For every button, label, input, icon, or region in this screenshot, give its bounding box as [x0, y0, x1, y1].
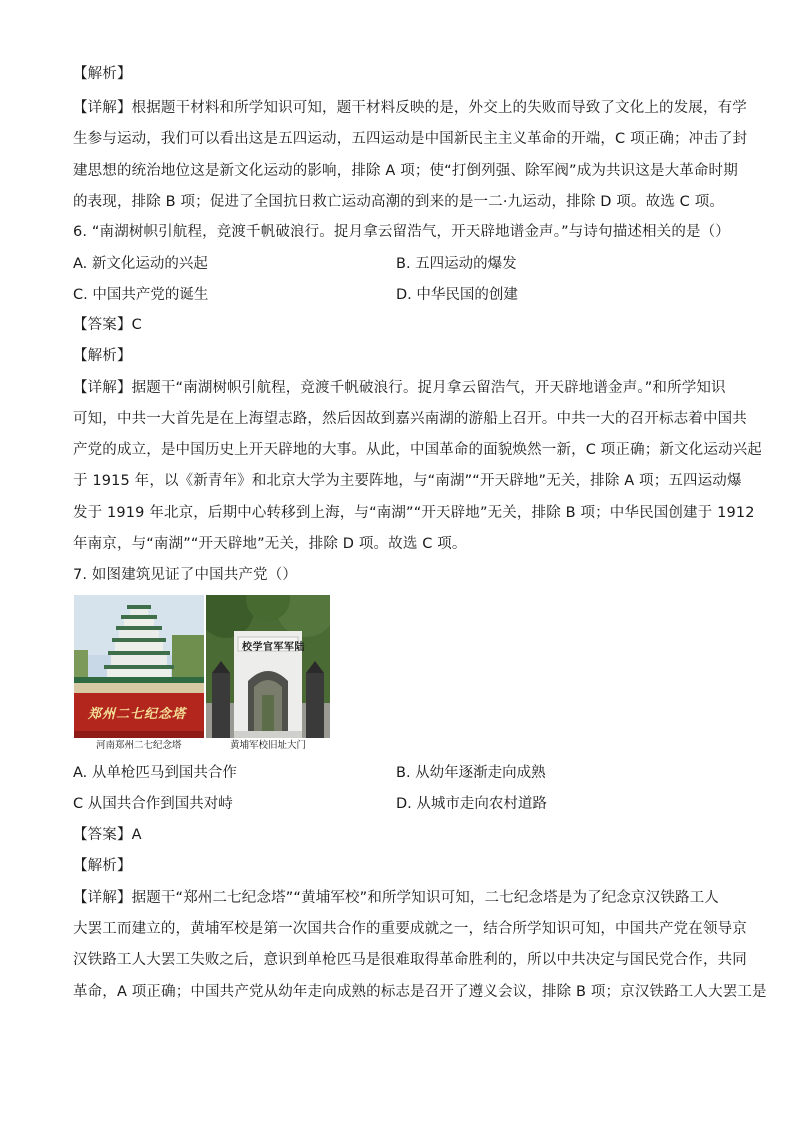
- zhengzhou-tower-photo: [74, 595, 204, 738]
- detail-paragraph-line: 产党的成立，是中国历史上开天辟地的大事。从此，中国革命的面貌焕然一新，C 项正确；新文化运动兴起: [73, 442, 762, 458]
- q7-answer: 【答案】A: [73, 827, 142, 843]
- q7-option-d: D. 从城市走向农村道路: [396, 796, 547, 812]
- q7-option-c: C 从国共合作到国共对峙: [73, 796, 233, 812]
- question-7-stem: 7. 如图建筑见证了中国共产党（）: [73, 567, 297, 583]
- detail-paragraph-line: 【详解】据题干“郑州二七纪念塔”“黄埔军校”和所学知识可知，二七纪念塔是为了纪念京汉铁路工人: [73, 890, 719, 906]
- detail-paragraph-line: 革命，A 项正确；中国共产党从幼年走向成熟的标志是召开了遵义会议，排除 B 项；京汉铁路工人大罢工是: [73, 984, 767, 1000]
- q6-option-a: A. 新文化运动的兴起: [73, 256, 208, 272]
- detail-paragraph-line: 汉铁路工人大罢工失败之后，意识到单枪匹马是很难取得革命胜利的，所以中共决定与国民党合作，共同: [73, 952, 747, 968]
- detail-paragraph-line: 于 1915 年，以《新青年》和北京大学为主要阵地，与“南湖”“开天辟地”无关，排除 A 项；五四运动爆: [73, 473, 742, 489]
- q6-option-b: B. 五四运动的爆发: [396, 256, 517, 272]
- detail-paragraph-line: 的表现，排除 B 项；促进了全国抗日救亡运动高潮的到来的是一二·九运动，排除 D 项。故选 C 项。: [73, 194, 724, 210]
- q7-option-b: B. 从幼年逐渐走向成熟: [396, 765, 546, 781]
- detail-paragraph-line: 发于 1919 年北京，后期中心转移到上海，与“南湖”“开天辟地”无关，排除 B 项；中华民国创建于 1912: [73, 505, 755, 521]
- whampoa-gate-photo: [206, 595, 330, 738]
- left-photo-caption: 河南郑州二七纪念塔: [96, 740, 182, 751]
- detail-paragraph-line: 年南京，与“南湖”“开天辟地”无关，排除 D 项。故选 C 项。: [73, 536, 467, 552]
- q6-option-c: C. 中国共产党的诞生: [73, 287, 209, 303]
- q7-option-a: A. 从单枪匹马到国共合作: [73, 765, 237, 781]
- q6-answer: 【答案】C: [73, 317, 142, 333]
- detail-paragraph-line: 【详解】根据题干材料和所学知识可知，题干材料反映的是，外交上的失败而导致了文化上的发展，有学: [73, 100, 747, 116]
- question-6-stem: 6. “南湖树帜引航程，竞渡千帆破浪行。捉月拿云留浩气，开天辟地谱金声。”与诗句描述相关的是（）: [73, 224, 730, 240]
- detail-paragraph-line: 可知，中共一大首先是在上海望志路，然后因故到嘉兴南湖的游船上召开。中共一大的召开标志着中国共: [73, 411, 747, 427]
- analysis-heading: 【解析】: [73, 858, 132, 874]
- analysis-heading: 【解析】: [73, 348, 132, 364]
- detail-paragraph-line: 【详解】据题干“南湖树帜引航程，竞渡千帆破浪行。捉月拿云留浩气，开天辟地谱金声。”和所学知识: [73, 380, 726, 396]
- detail-paragraph-line: 大罢工而建立的，黄埔军校是第一次国共合作的重要成就之一，结合所学知识可知，中国共产党在领导京: [73, 921, 747, 937]
- q6-option-d: D. 中华民国的创建: [396, 287, 518, 303]
- right-photo-caption: 黄埔军校旧址大门: [230, 740, 307, 751]
- question-7-figure: [74, 595, 330, 755]
- detail-paragraph-line: 建思想的统治地位这是新文化运动的影响，排除 A 项；使“打倒列强、除军阀”成为共识这是大革命时期: [73, 163, 738, 179]
- analysis-heading: 【解析】: [73, 66, 132, 82]
- tower-banner-text: 郑州二七纪念塔: [88, 707, 187, 722]
- gate-sign-text: 校学官军军陆: [242, 642, 305, 653]
- detail-paragraph-line: 生参与运动，我们可以看出这是五四运动，五四运动是中国新民主主义革命的开端，C 项正确；冲击了封: [73, 131, 748, 147]
